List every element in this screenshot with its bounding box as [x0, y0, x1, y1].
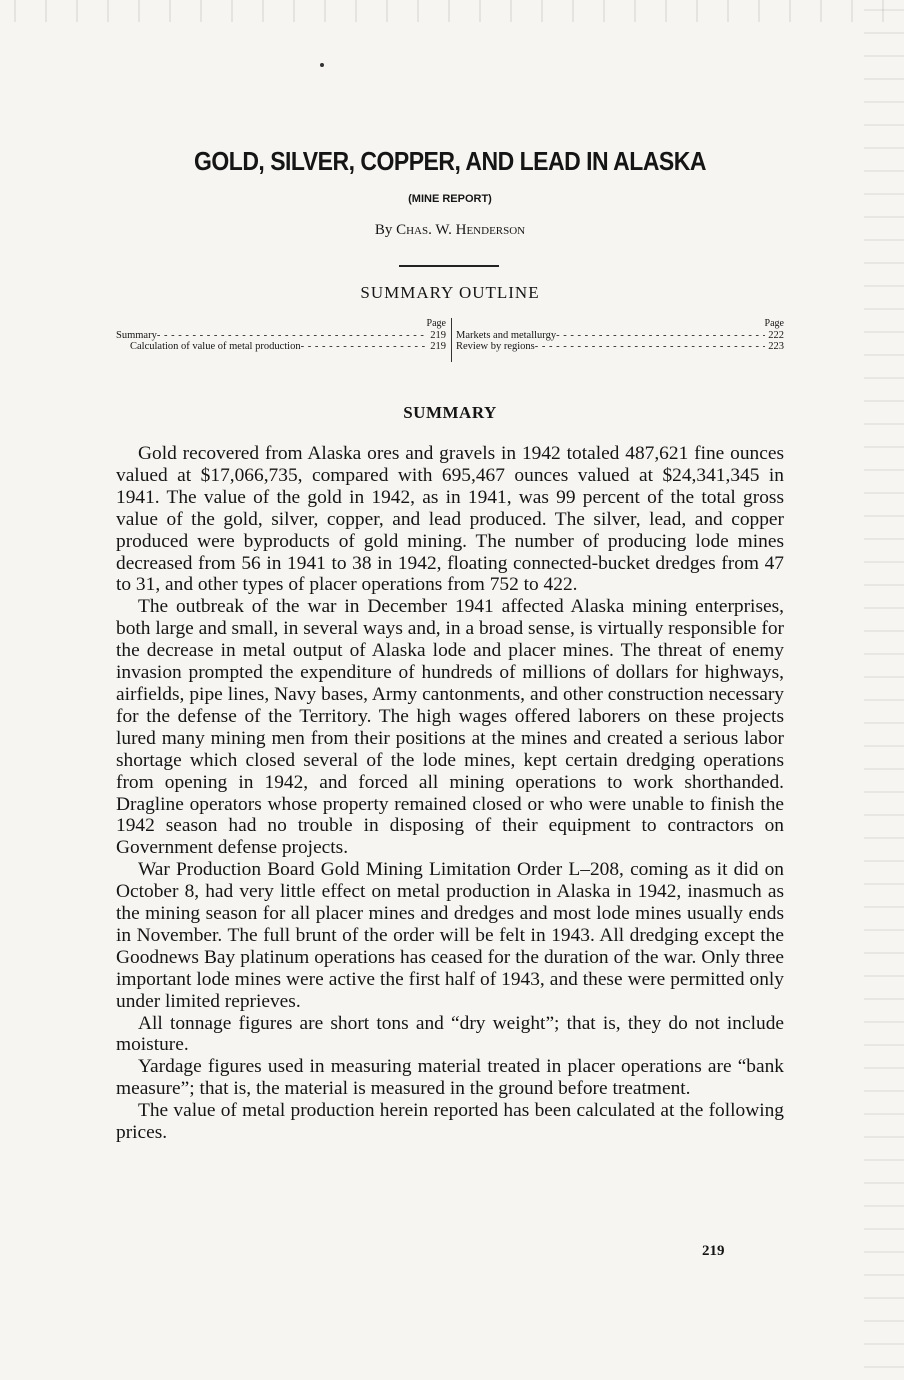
- outline-entry-page: 222: [768, 330, 784, 341]
- outline-entry-label: Review by regions: [456, 341, 535, 352]
- page-column-header: Page: [426, 318, 446, 329]
- outline-left-column: [116, 318, 446, 352]
- paragraph: All tonnage figures are short tons and “dry weight”; that is, they do not include moisture.: [116, 1012, 784, 1056]
- paragraph: Gold recovered from Alaska ores and gravels in 1942 totaled 487,621 fine ounces valued at $17,066,735, compared with 695,467 ounces valued at $24,341,345 in 1941. The value of the gold in 1942, as in 1941, was 99 percent of the total gross value of the gold, silver, copper, and lead produced. The silver, lead, and copper produced were byproducts of gold mining. The number of producing lode mines decreased from 56 in 1941 to 38 in 1942, floating connected-bucket dredges from 47 to 31, and other types of placer operations from 752 to 422.: [116, 443, 784, 596]
- outline-column-divider: [451, 318, 452, 362]
- outline-entry: [456, 341, 784, 352]
- paragraph: The outbreak of the war in December 1941 affected Alaska mining enterprises, both large and small, in several ways and, in a broad sense, is virtually responsible for the decrease in metal output of Alaska lode and placer mines. The threat of enemy invasion prompted the expenditure of hundreds of millions of dollars for highways, airfields, pipe lines, Navy bases, Army cantonments, and other construction necessary for the defense of the Territory. The high wages offered laborers on these projects lured many mining men from their positions at the mines and created a serious labor shortage which closed several of the lode mines, kept certain dredging operations from opening in 1942, and forced all mining operations to work shorthanded. Dragline operators whose property remained closed or who were unable to finish the 1942 season had no trouble in disposing of their equipment to contractors on Government defense projects.: [116, 596, 784, 859]
- outline-right-column: [456, 318, 784, 352]
- paragraph: Yardage figures used in measuring material treated in placer operations are “bank measure”; that is, the material is measured in the ground before treatment.: [116, 1056, 784, 1100]
- page-column-header: Page: [764, 318, 784, 329]
- leader-dots: [535, 341, 766, 352]
- leader-dots: [157, 330, 427, 341]
- summary-body: [116, 443, 784, 1144]
- byline-prefix: By: [374, 222, 393, 238]
- paragraph: War Production Board Gold Mining Limitation Order L–208, coming as it did on October 8, had very little effect on metal production in Alaska in 1942, inasmuch as the mining season for all placer mines and dredges and most lode mines usually ends in November. The full brunt of the order will be felt in 1943. All dredging except the Goodnews Bay platinum operations has ceased for the duration of the war. Only three important lode mines were active the first half of 1943, and these were permitted only under limited reprieves.: [116, 859, 784, 1012]
- leader-dots: [556, 330, 765, 341]
- document-subtitle: (MINE REPORT): [408, 193, 492, 205]
- outline-entry-label: Markets and metallurgy: [456, 330, 557, 341]
- outline-entry-page: 219: [430, 330, 446, 341]
- scan-noise-edge: [864, 0, 904, 1380]
- page-number: 219: [702, 1243, 725, 1259]
- outline-entry-page: 223: [768, 341, 784, 352]
- outline-entry-label: Summary: [116, 330, 157, 341]
- outline-entry: [116, 330, 446, 341]
- document-page: [116, 0, 784, 1380]
- section-rule: [399, 265, 499, 267]
- author-name: Chas. W. Henderson: [396, 222, 526, 238]
- summary-heading: SUMMARY: [403, 403, 497, 422]
- leader-dots: [301, 341, 428, 352]
- outline-entry-page: 219: [430, 341, 446, 352]
- outline-heading: SUMMARY OUTLINE: [360, 283, 540, 302]
- outline-entry: [116, 341, 446, 352]
- outline-entry: [456, 330, 784, 341]
- byline: [116, 222, 784, 239]
- outline-entry-label: Calculation of value of metal production: [130, 341, 301, 352]
- paragraph: The value of metal production herein reported has been calculated at the following prices.: [116, 1100, 784, 1144]
- document-title: GOLD, SILVER, COPPER, AND LEAD IN ALASKA: [193, 146, 706, 176]
